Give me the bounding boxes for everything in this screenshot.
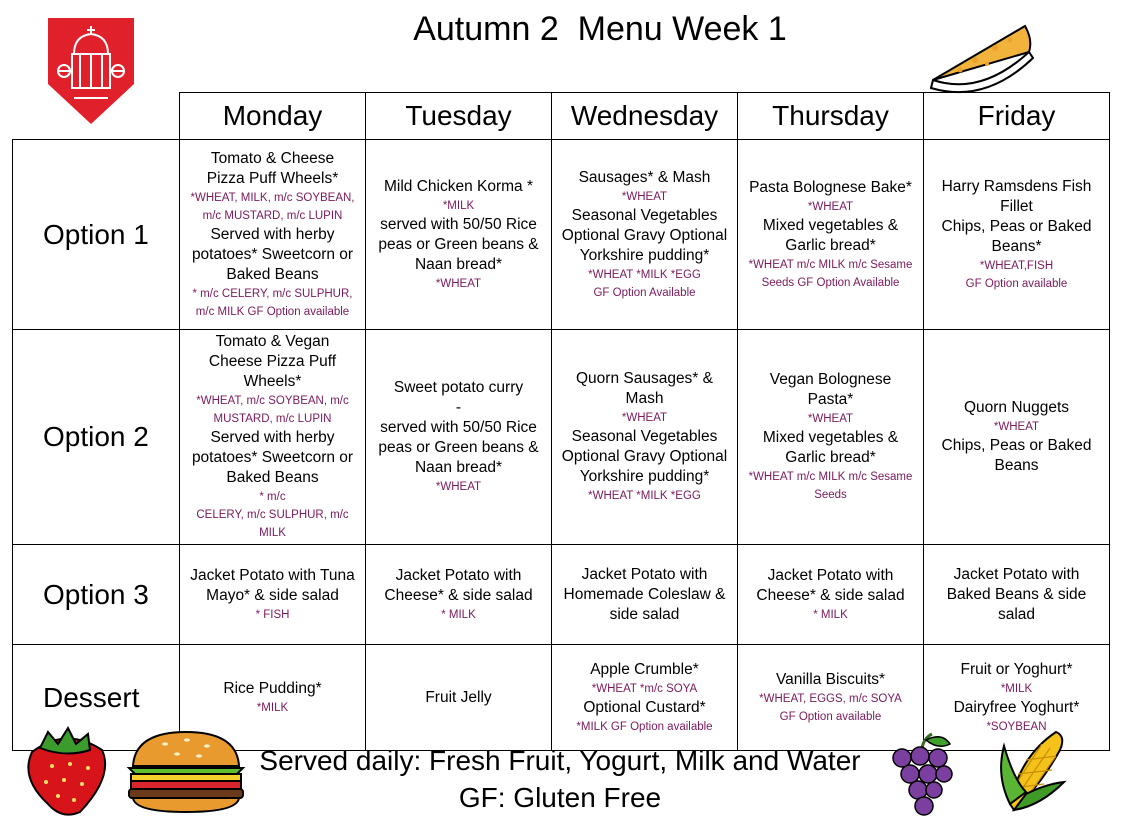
dish-text: Mayo* & side salad [206,586,339,604]
day-header-thursday: Thursday [738,93,924,140]
allergen-note: MUSTARD, m/c LUPIN [213,413,332,425]
dish-text: Vegan Bolognese [769,371,892,388]
grapes-icon [888,732,956,818]
dish-text: Baked Beans [226,469,319,486]
dish-text: Jacket Potato with Tuna [190,566,355,584]
dish-text: Vanilla Biscuits* [775,670,886,688]
day-header-tuesday: Tuesday [366,93,552,140]
dish-text: Mixed vegetables & [762,216,899,234]
corn-icon [990,726,1070,812]
dish-text: Optional Gravy Optional [561,448,728,465]
allergen-note: m/c MUSTARD, m/c LUPIN [202,209,343,222]
allergen-note: * MILK [441,608,476,621]
allergen-note: *WHEAT, EGGS, m/c SOYA [759,692,902,705]
menu-cell [366,645,552,751]
dish-text: Dairyfree Yoghurt* [953,698,1080,716]
menu-cell [366,140,552,330]
allergen-note: *WHEAT [993,421,1040,433]
allergen-note: *WHEAT m/c MILK m/c Sesame [748,471,913,483]
dish-text: Fillet [1000,197,1033,215]
dish-text: Pasta* [807,391,854,408]
dish-text: Chips, Peas or Baked [941,437,1092,454]
dish-text: Sweet potato curry [393,379,524,396]
dish-text: Homemade Coleslaw & [563,585,726,603]
menu-cell [180,140,366,330]
dish-text: peas or Green beans & [378,235,539,253]
dish-text: Apple Crumble* [590,660,699,678]
dish-text: potatoes* Sweetcorn or [191,245,354,263]
dish-text: Jacket Potato with [953,565,1080,583]
dish-text: Wheels* [243,373,302,390]
dish-text: Cheese* & side salad [756,586,905,604]
dish-text: Quorn Sausages* & [575,370,713,387]
menu-row-option-1 [13,140,1110,330]
pizza-slice-icon [925,18,1035,98]
allergen-note: GF Option available [779,710,882,723]
allergen-note: Seeds GF Option Available [761,276,900,289]
dish-text: Seasonal Vegetables [571,428,718,445]
strawberry-icon [18,722,114,818]
day-header-friday: Friday [924,93,1110,140]
page-title: Autumn 2 Menu Week 1 [413,10,787,48]
menu-row-option-3 [13,545,1110,645]
menu-table [12,92,1110,751]
day-header-wednesday: Wednesday [552,93,738,140]
dish-text: Baked Beans & side [946,585,1087,603]
dish-text: Jacket Potato with [581,565,708,583]
dish-text: Tomato & Cheese [210,149,335,167]
row-label: Dessert [13,645,180,751]
allergen-note: *MILK [1000,682,1033,695]
allergen-note: *MILK GF Option available [576,720,713,733]
dish-text: Mixed vegetables & [762,429,899,446]
allergen-note: *WHEAT m/c MILK m/c Sesame [748,258,913,271]
allergen-note: * FISH [255,608,290,621]
dish-text: Sausages* & Mash [578,168,711,186]
allergen-note: *WHEAT, MILK, m/c SOYBEAN, [190,191,355,204]
allergen-note: *WHEAT *MILK *EGG [588,268,701,281]
dish-text: Rice Pudding* [223,679,322,697]
dish-text: Seasonal Vegetables [571,206,718,224]
menu-cell [366,330,552,545]
allergen-note: *WHEAT [621,412,668,424]
allergen-note: *WHEAT [621,190,668,203]
row-label: Option 2 [13,330,180,545]
gluten-free-key: GF: Gluten Free [458,782,662,813]
menu-cell [552,645,738,751]
menu-cell [552,330,738,545]
allergen-note: *MILK [256,701,289,714]
menu-cell [738,140,924,330]
burger-icon [125,730,247,814]
dish-text: Mild Chicken Korma * [383,177,534,195]
allergen-note: MILK [259,527,286,539]
dish-text: Beans* [991,237,1042,255]
row-label: Option 1 [13,140,180,330]
dish-text: Optional Custard* [583,698,706,716]
menu-cell [738,330,924,545]
dish-text: side salad [609,605,680,623]
dish-text: Chips, Peas or Baked [941,217,1092,235]
dish-text: Naan bread* [414,459,503,476]
menu-row-option-2 [13,330,1110,545]
allergen-note: * MILK [813,608,848,621]
dish-text: Cheese Pizza Puff [208,353,337,370]
day-header-row [13,93,1110,140]
dish-text: Yorkshire pudding* [579,246,710,264]
menu-cell [738,545,924,645]
allergen-note: GF Option available [965,277,1068,290]
dish-text: potatoes* Sweetcorn or [191,449,354,466]
dish-text: Beans [994,457,1039,474]
dish-text: Garlic bread* [785,449,876,466]
row-label: Option 3 [13,545,180,645]
dish-text: Pasta Bolognese Bake* [749,178,912,196]
allergen-note: * m/c [259,491,286,503]
dish-text: Served with herby [210,429,335,446]
allergen-note: *WHEAT *MILK *EGG [588,490,701,502]
allergen-note: *WHEAT [435,481,482,493]
dish-text: Quorn Nuggets [963,399,1070,416]
menu-cell [552,140,738,330]
allergen-note: *WHEAT [435,277,482,290]
dish-text: peas or Green beans & [378,439,539,456]
dish-text: Fruit Jelly [425,688,492,706]
allergen-note: CELERY, m/c SULPHUR, m/c [196,509,349,521]
dish-text: Baked Beans [226,265,319,283]
dish-text: Mash [625,390,664,407]
dish-text: Fruit or Yoghurt* [960,660,1073,678]
allergen-note: *SOYBEAN [986,720,1047,733]
dish-text: Optional Gravy Optional [561,226,728,244]
dish-text: Jacket Potato with [395,566,522,584]
allergen-note: * m/c CELERY, m/c SULPHUR, [192,287,353,300]
menu-cell [180,545,366,645]
dish-text: - [455,399,462,416]
day-header-monday: Monday [180,93,366,140]
dish-text: Yorkshire pudding* [579,468,710,485]
corner-cell [13,93,180,140]
menu-cell [552,545,738,645]
dish-text: salad [997,605,1036,623]
dish-text: Cheese* & side salad [384,586,533,604]
dish-text: Tomato & Vegan [215,333,330,350]
dish-text: Harry Ramsdens Fish [941,177,1092,195]
allergen-note: *WHEAT, m/c SOYBEAN, m/c [196,395,349,407]
dish-text: Naan bread* [414,255,503,273]
allergen-note: *WHEAT [807,200,854,213]
menu-cell [180,330,366,545]
allergen-note: *WHEAT [807,413,854,425]
dish-text: Garlic bread* [785,236,876,254]
dish-text: Served with herby [210,225,335,243]
menu-cell [366,545,552,645]
served-daily-note: Served daily: Fresh Fruit, Yogurt, Milk and Water [259,745,861,776]
menu-cell [924,140,1110,330]
dish-text: Jacket Potato with [767,566,894,584]
menu-cell [924,330,1110,545]
dish-text: Pizza Puff Wheels* [206,169,339,187]
dish-text: served with 50/50 Rice [380,419,537,436]
allergen-note: *MILK [442,199,475,212]
menu-cell [924,545,1110,645]
allergen-note: m/c MILK GF Option available [195,305,350,318]
allergen-note: *WHEAT,FISH [979,259,1054,272]
dish-text: served with 50/50 Rice [380,215,537,233]
allergen-note: *WHEAT *m/c SOYA [591,682,698,695]
allergen-note: GF Option Available [593,286,696,299]
allergen-note: Seeds [814,489,847,501]
